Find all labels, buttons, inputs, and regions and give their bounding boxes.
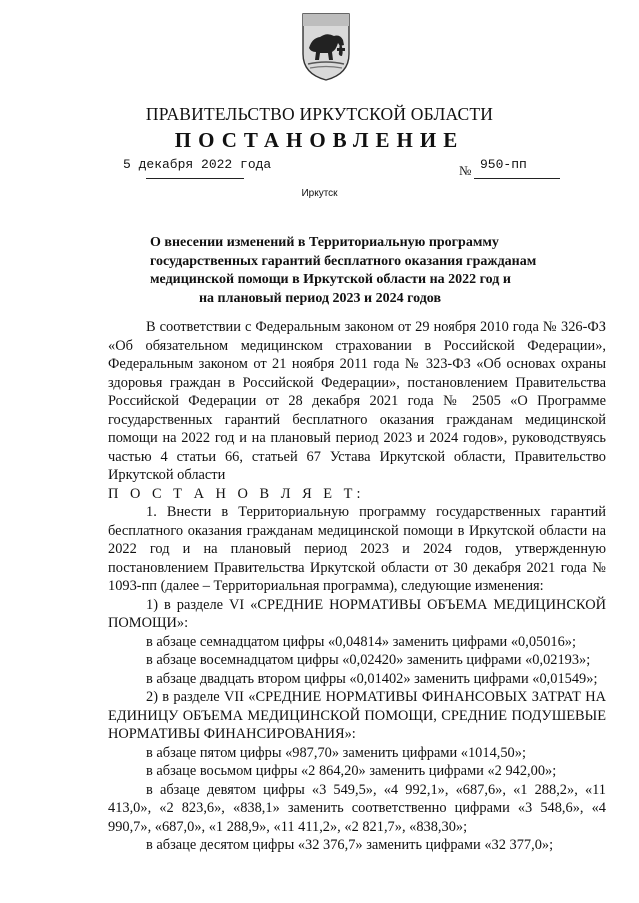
title-line: медицинской помощи в Иркутской области на 2022 год и	[150, 272, 511, 287]
government-name: ПРАВИТЕЛЬСТВО ИРКУТСКОЙ ОБЛАСТИ	[145, 104, 494, 124]
document-title	[150, 234, 537, 308]
irkutsk-coat-of-arms-icon	[300, 10, 352, 82]
title-line: на плановый период 2023 и 2024 годов	[198, 290, 442, 306]
subitem-1b-paragraph: в абзаце восемнадцатом цифры «0,02420» заменить цифрами «0,02193»;	[146, 652, 591, 668]
subitem-2a-paragraph: в абзаце пятом цифры «987,70» заменить цифрами «1014,50»;	[146, 744, 526, 761]
subitem-1c-paragraph: в абзаце двадцать втором цифры «0,01402» заменить цифрами «0,01549»;	[146, 670, 598, 687]
resolves-heading: П О С Т А Н О В Л Я Е Т:	[108, 485, 365, 502]
subitem-2d-paragraph: в абзаце десятом цифры «32 376,7» заменить цифрами «32 377,0»;	[146, 837, 554, 853]
subitem-2c-paragraph: в абзаце девятом цифры «3 549,5», «4 992,1», «687,6», «1 288,2», «11 413,0», «2 823,6», «838,1» заменить соответственно цифрами «3 548,6», «4 990,7», «687,0», «1 288,9», «11 411,2», «2 821,7», «838,30»;	[108, 781, 606, 835]
title-line: О внесении изменений в Территориальную программу	[150, 235, 499, 250]
document-body	[108, 318, 606, 855]
city-name: Иркутск	[301, 188, 338, 199]
document-date: 5 декабря 2022 года	[123, 157, 272, 172]
subitem-2-paragraph: 2) в разделе VII «СРЕДНИЕ НОРМАТИВЫ ФИНАНСОВЫХ ЗАТРАТ НА ЕДИНИЦУ ОБЪЕМА МЕДИЦИНСКОЙ ПОМОЩИ, СРЕДНИЕ ПОДУШЕВЫЕ НОРМАТИВЫ ФИНАНСИРОВАНИЯ»:	[108, 689, 606, 742]
date-underline	[146, 178, 244, 179]
subitem-2b-paragraph: в абзаце восьмом цифры «2 864,20» заменить цифрами «2 942,00»;	[146, 763, 557, 779]
number-underline	[474, 178, 560, 179]
subitem-1-paragraph: 1) в разделе VI «СРЕДНИЕ НОРМАТИВЫ ОБЪЕМА МЕДИЦИНСКОЙ ПОМОЩИ»:	[108, 596, 606, 631]
number-sign: №	[459, 163, 472, 178]
document-number: 950-пп	[480, 157, 527, 172]
title-line: государственных гарантий бесплатного оказания гражданам	[150, 253, 537, 269]
preamble-paragraph: В соответствии с Федеральным законом от 29 ноября 2010 года № 326-ФЗ «Об обязательном медицинском страховании в Российской Федерации», Федеральным законом от 21 ноября 2011 года № 323-ФЗ «Об основах охраны здоровья граждан в Российской Федерации», постановлением Правительства Российской Федерации от 28 декабря 2021 года № 2505 «О Программе государственных гарантий бесплатного оказания гражданам медицинской помощи на 2022 год и на плановый период 2023 и 2024 годов», руководствуясь частью 4 статьи 66, статьей 67 Устава Иркутской области, Правительство Иркутской области	[108, 319, 606, 483]
subitem-1a-paragraph: в абзаце семнадцатом цифры «0,04814» заменить цифрами «0,05016»;	[146, 633, 577, 650]
item-1-paragraph: 1. Внести в Территориальную программу государственных гарантий бесплатного оказания гражданам медицинской помощи в Иркутской области на 2022 год и на плановый период 2023 и 2024 годов, утвержденную постановлением Правительства Иркутской области от 30 декабря 2021 года № 1093-пп (далее – Территориальная программа), следующие изменения:	[108, 504, 606, 594]
document-type: ПОСТАНОВЛЕНИЕ	[174, 128, 465, 152]
